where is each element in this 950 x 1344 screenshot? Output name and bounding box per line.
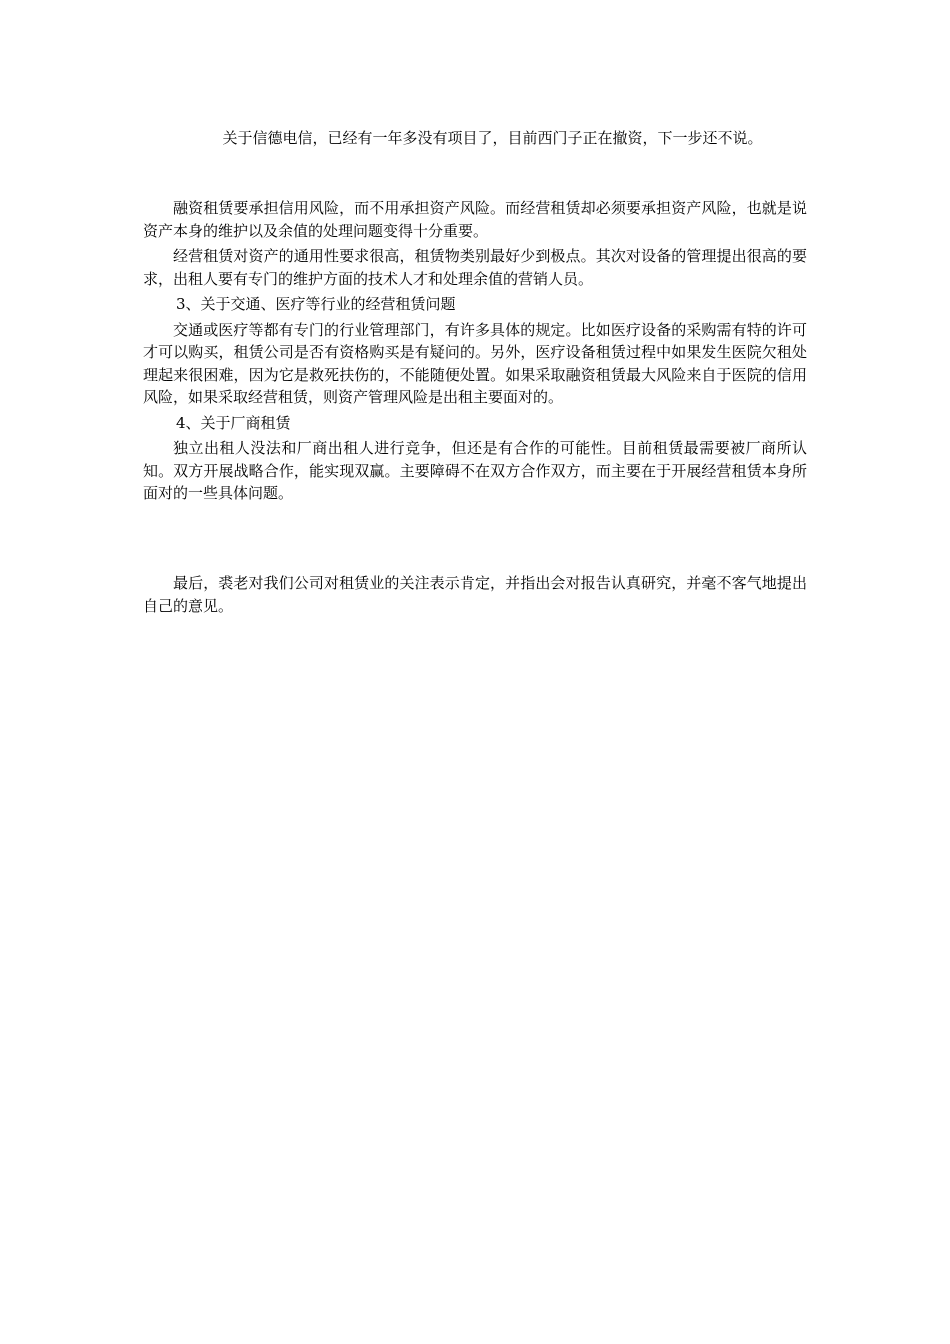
body-section-2: [143, 572, 807, 617]
paragraph-operating-lease: 经营租赁对资产的通用性要求很高，租赁物类别最好少到极点。其次对设备的管理提出很高的要求，出租人要有专门的维护方面的技术人才和处理余值的营销人员。: [143, 247, 807, 288]
paragraph-finance-lease: 融资租赁要承担信用风险，而不用承担资产风险。而经营租赁却必须要承担资产风险，也就是说资产本身的维护以及余值的处理问题变得十分重要。: [143, 199, 807, 240]
paragraph-transport-medical: 交通或医疗等都有专门的行业管理部门，有许多具体的规定。比如医疗设备的采购需有特的许可才可以购买，租赁公司是否有资格购买是有疑问的。另外，医疗设备租赁过程中如果发生医院欠租处理起来很困难，因为它是救死扶伤的，不能随便处置。如果采取融资租赁最大风险来自于医院的信用风险，如果采取经营租赁，则资产管理风险是出租主要面对的。: [143, 320, 807, 406]
intro-paragraph: 关于信德电信，已经有一年多没有项目了，目前西门子正在撤资，下一步还不说。: [222, 129, 763, 147]
body-section-1: [143, 197, 807, 505]
heading-vendor-lease: 4、关于厂商租赁: [176, 413, 291, 432]
heading-transport-medical: 3、关于交通、医疗等行业的经营租赁问题: [176, 295, 456, 313]
paragraph-vendor-lease: 独立出租人没法和厂商出租人进行竞争，但还是有合作的可能性。目前租赁最需要被厂商所认知。双方开展战略合作，能实现双赢。主要障碍不在双方合作双方，而主要在于开展经营租赁本身所面对的一些具体问题。: [143, 439, 807, 502]
paragraph-conclusion: 最后，裘老对我们公司对租赁业的关注表示肯定，并指出会对报告认真研究，并毫不客气地提出自己的意见。: [143, 574, 807, 615]
